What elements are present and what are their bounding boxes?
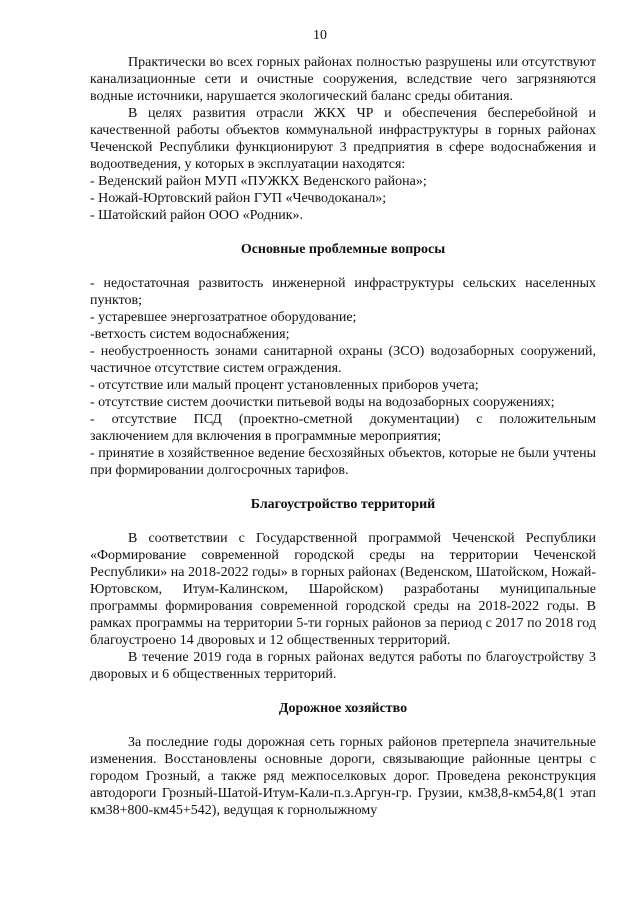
problem-item: -ветхость систем водоснабжения; (90, 327, 290, 342)
problem-item: - устаревшее энергозатратное оборудование; (90, 310, 357, 325)
problem-item: - отсутствие или малый процент установленных приборов учета; (90, 378, 479, 393)
roads-paragraph-1: За последние годы дорожная сеть горных районов претерпела значительные изменения. Восстановлены основные дороги, связывающие районные центры с городом Грозный, а также ряд межпоселковых дорог. Проведена реконструкция автодороги Грозный-Шатой-Итум-Кали-п.з.Аргун-гр. Грузии, км38,8-км54,8(1 этап км38+800-км45+542), ведущая к горнолыжному (90, 735, 596, 818)
page-number: 10 (313, 28, 327, 43)
enterprise-item: - Веденский район МУП «ПУЖКХ Веденского района»; (90, 174, 427, 189)
intro-paragraph-2: В целях развития отрасли ЖКХ ЧР и обеспечения бесперебойной и качественной работы объектов коммунальной инфраструктуры в горных районах Чеченской Республики функционируют 3 предприятия в сфере водоснабжения и водоотведения, у которых в эксплуатации находятся: (90, 106, 596, 172)
problem-item: - отсутствие систем доочистки питьевой воды на водозаборных сооружениях; (90, 395, 555, 410)
enterprise-item: - Шатойский район ООО «Родник». (90, 208, 304, 223)
landscaping-paragraph-2: В течение 2019 года в горных районах ведутся работы по благоустройству 3 дворовых и 6 общественных территорий. (90, 650, 596, 682)
section-heading-problems: Основные проблемные вопросы (240, 242, 446, 257)
landscaping-paragraph-1: В соответствии с Государственной программой Чеченской Республики «Формирование современной городской среды на территории Чеченской Республики» на 2018-2022 годы» в горных районах (Веденском, Шатойском, Ножай-Юртовском, Итум-Калинском, Шаройском) разработаны муниципальные программы формирования современной городской среды на 2018-2022 годы. В рамках программы на территории 5-ти горных районов за период с 2017 по 2018 год благоустроено 14 дворовых и 12 общественных территорий. (90, 531, 596, 648)
intro-paragraph-1: Практически во всех горных районах полностью разрушены или отсутствуют канализационные сети и очистные сооружения, вследствие чего загрязняются водные источники, нарушается экологический баланс среды обитания. (90, 55, 596, 104)
problem-item: - принятие в хозяйственное ведение бесхозяйных объектов, которые не были учтены при формировании долгосрочных тарифов. (90, 446, 596, 478)
problem-item: - недостаточная развитость инженерной инфраструктуры сельских населенных пунктов; (90, 276, 596, 308)
document-body (90, 54, 596, 819)
problem-item: - отсутствие ПСД (проектно-сметной документации) с положительным заключением для включения в программные мероприятия; (90, 412, 596, 444)
section-heading-roads: Дорожное хозяйство (278, 701, 408, 716)
enterprise-item: - Ножай-Юртовский район ГУП «Чечводоканал»; (90, 191, 387, 206)
problem-item: - необустроенность зонами санитарной охраны (ЗСО) водозаборных сооружений, частичное отсутствие систем ограждения. (90, 344, 596, 376)
section-heading-landscaping: Благоустройство территорий (250, 497, 436, 512)
